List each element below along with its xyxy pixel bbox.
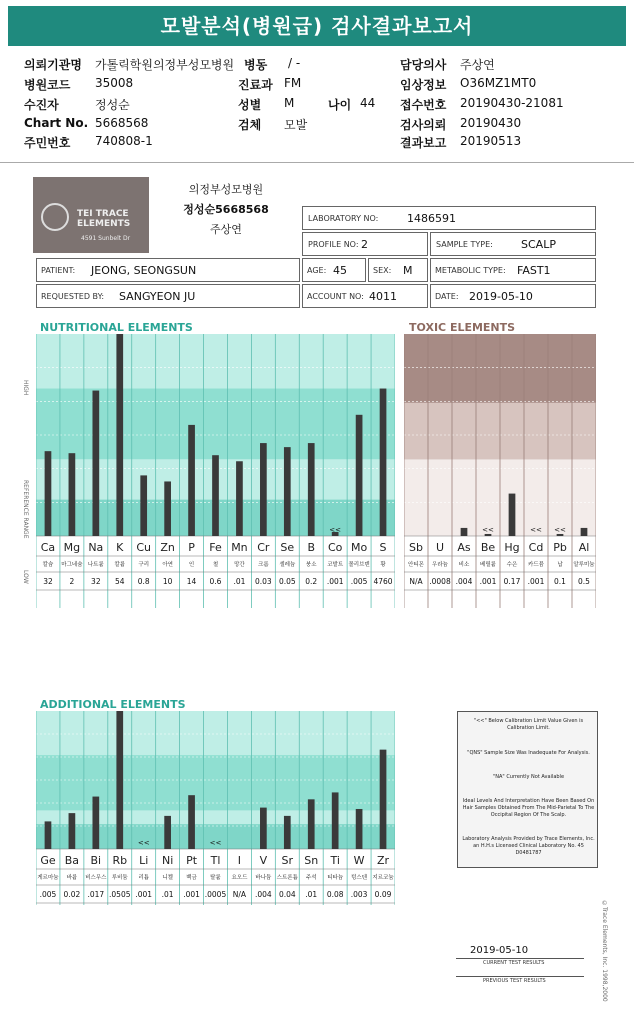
nut-zone-low: LOW xyxy=(22,570,29,584)
element-symbol: Zr xyxy=(377,854,390,867)
bar-pt xyxy=(188,795,195,849)
report-date-value: 20190513 xyxy=(460,134,522,148)
nut-zone-high: HIGH xyxy=(22,380,29,396)
bar-p xyxy=(188,425,195,536)
date-label: DATE: xyxy=(435,292,459,301)
element-korean: 비스무스 xyxy=(85,875,107,881)
element-korean: 망간 xyxy=(234,562,245,568)
bar-cr xyxy=(260,443,267,536)
element-korean: 셀레늄 xyxy=(279,562,296,568)
element-value: .003 xyxy=(350,890,368,899)
element-symbol: Al xyxy=(578,541,590,554)
element-value: 0.02 xyxy=(63,890,81,899)
footer-date: 2019-05-10 xyxy=(470,945,529,956)
element-value: .001 xyxy=(326,577,344,586)
element-value: N/A xyxy=(409,577,423,586)
element-value: .001 xyxy=(135,890,153,899)
id-value: 740808-1 xyxy=(95,134,153,148)
age-box xyxy=(302,258,366,282)
bar-mg xyxy=(69,453,76,536)
element-korean: 아연 xyxy=(162,562,173,568)
element-symbol: Cu xyxy=(136,541,152,554)
bar-s xyxy=(380,389,387,536)
patient-en-label: PATIENT: xyxy=(41,266,76,275)
element-korean: 티타늄 xyxy=(327,875,344,881)
element-korean: 요오드 xyxy=(231,875,248,881)
profile-value: 2 xyxy=(361,238,368,251)
copyright: ©Trace Elements, Inc. 1998,2000 xyxy=(601,900,608,1002)
element-korean: 백금 xyxy=(186,875,197,881)
element-value: .0008 xyxy=(429,577,451,586)
element-symbol: Mg xyxy=(63,541,81,554)
lab-no-box xyxy=(302,206,596,230)
element-symbol: Sb xyxy=(409,541,423,554)
chart-no-value: 5668568 xyxy=(95,116,149,130)
patient-en-value: JEONG, SEONGSUN xyxy=(91,264,197,277)
element-korean: 인 xyxy=(188,562,195,568)
element-value: 14 xyxy=(186,577,197,586)
element-korean: 칼륨 xyxy=(114,562,126,568)
element-symbol: Li xyxy=(139,854,149,867)
element-symbol: Ni xyxy=(161,854,174,867)
patient-box xyxy=(36,258,300,282)
clinical-value: O36MZ1MT0 xyxy=(460,76,537,90)
element-value: .0505 xyxy=(109,890,131,899)
element-symbol: Sn xyxy=(304,854,319,867)
patient-stamp xyxy=(168,180,284,240)
element-korean: 알루미늄 xyxy=(573,562,595,568)
bar-bi xyxy=(92,797,99,849)
element-value: 0.6 xyxy=(209,577,222,586)
element-symbol: Na xyxy=(88,541,104,554)
element-value: 0.8 xyxy=(137,577,150,586)
nutritional-title: NUTRITIONAL ELEMENTS xyxy=(40,321,193,334)
below-calibration-mark: << xyxy=(530,526,542,534)
bar-zr xyxy=(380,750,387,849)
element-korean: 게르마늄 xyxy=(37,875,59,881)
footer-previous: PREVIOUS TEST RESULTS xyxy=(483,978,546,984)
hospital-code-label: 병원코드 xyxy=(24,78,71,92)
nut-zone-ref: REFERENCE RANGE xyxy=(22,480,29,539)
element-symbol: Be xyxy=(480,541,496,554)
bar-b xyxy=(308,443,315,536)
date-value: 2019-05-10 xyxy=(469,290,533,303)
metabolic-label: METABOLIC TYPE: xyxy=(435,266,506,275)
element-korean: 안티몬 xyxy=(408,562,424,568)
element-korean: 몰리브덴 xyxy=(348,562,370,568)
element-symbol: K xyxy=(116,541,124,554)
element-symbol: I xyxy=(237,854,242,867)
date-box xyxy=(430,284,596,308)
below-calibration-mark: << xyxy=(329,526,342,534)
bar-k xyxy=(116,334,123,536)
element-korean: 스트론튬 xyxy=(276,875,298,881)
report-title: 모발분석(병원급) 검사결과보고서 xyxy=(8,6,626,46)
bar-zn xyxy=(164,481,171,536)
element-korean: 텅스텐 xyxy=(351,875,368,881)
element-korean: 황 xyxy=(380,562,386,568)
element-korean: 우라늄 xyxy=(432,562,448,568)
element-value: 32 xyxy=(43,577,53,586)
profile-label: PROFILE NO: xyxy=(308,240,359,249)
footer-line-2 xyxy=(456,976,584,977)
bar-rb xyxy=(116,711,123,849)
element-symbol: P xyxy=(188,541,195,554)
element-value: N/A xyxy=(232,890,247,899)
element-symbol: Ba xyxy=(64,854,80,867)
doctor-value: 주상연 xyxy=(460,58,495,72)
element-korean: 구리 xyxy=(138,562,150,568)
element-korean: 납 xyxy=(557,562,563,568)
element-korean: 카드뮴 xyxy=(528,562,544,568)
additional-title: ADDITIONAL ELEMENTS xyxy=(40,698,186,711)
bar-ca xyxy=(45,451,52,536)
bar-ni xyxy=(164,816,171,849)
additional-chart xyxy=(36,711,395,905)
element-value: 0.03 xyxy=(255,577,272,586)
bar-se xyxy=(284,447,291,536)
element-symbol: Hg xyxy=(504,541,520,554)
bar-as xyxy=(461,528,468,536)
element-symbol: Rb xyxy=(112,854,128,867)
element-korean: 칼슘 xyxy=(42,562,54,568)
element-value: .01 xyxy=(233,577,246,586)
element-symbol: Ti xyxy=(330,854,340,867)
element-symbol: Ge xyxy=(40,854,56,867)
sample-label: SAMPLE TYPE: xyxy=(436,240,493,249)
sample-box xyxy=(430,232,596,256)
logo-text: TRACE ELEMENTS xyxy=(77,209,131,229)
sample-value: SCALP xyxy=(521,238,556,251)
account-value: 4011 xyxy=(369,290,397,303)
element-symbol: Se xyxy=(280,541,295,554)
logo-address: 4591 Sunbelt Dr xyxy=(81,235,131,242)
specimen-label: 검체 xyxy=(238,118,262,132)
bar-cu xyxy=(140,475,147,536)
element-value: 0.08 xyxy=(326,890,344,899)
element-value: 0.05 xyxy=(278,577,296,586)
element-value: 0.09 xyxy=(374,890,392,899)
receipt-label: 접수번호 xyxy=(400,98,447,112)
element-korean: 코발트 xyxy=(327,562,344,568)
element-korean: 크롬 xyxy=(258,562,269,568)
element-korean: 마그네슘 xyxy=(61,562,83,568)
bar-hg xyxy=(509,494,516,536)
ward-label: 병동 xyxy=(244,58,268,72)
element-korean: 철 xyxy=(212,562,219,568)
element-symbol: S xyxy=(379,541,387,554)
below-calibration-mark: << xyxy=(554,526,566,534)
requested-value: SANGYEON JU xyxy=(119,290,196,303)
element-value: .001 xyxy=(527,577,545,586)
below-calibration-mark: << xyxy=(482,526,494,534)
stamp-hospital: 의정부성모병원 xyxy=(188,183,264,196)
dept-value: FM xyxy=(284,76,302,90)
element-value: 0.17 xyxy=(503,577,521,586)
toxic-chart xyxy=(404,334,596,608)
element-value: .017 xyxy=(87,890,105,899)
bar-be xyxy=(485,534,492,536)
element-symbol: Bi xyxy=(90,854,102,867)
element-value: .01 xyxy=(305,890,318,899)
bar-w xyxy=(356,809,363,849)
bar-mo xyxy=(356,415,363,536)
note-interpretation: Ideal Levels And Interpretation Have Been Based On Hair Samples Obtained From The Mid-Parietal To The Occipital Region Of The Scalp. xyxy=(462,798,595,818)
element-value: 2 xyxy=(69,577,75,586)
dept-label: 진료과 xyxy=(238,78,273,92)
institution-label: 의뢰기관명 xyxy=(24,58,82,72)
sex-en-label: SEX: xyxy=(373,266,392,275)
sex-value: M xyxy=(284,96,295,110)
metabolic-value: FAST1 xyxy=(517,264,551,277)
element-symbol: W xyxy=(353,854,365,867)
bar-ge xyxy=(45,821,52,849)
sex-box xyxy=(368,258,428,282)
element-value: 0.2 xyxy=(305,577,318,586)
requested-label: REQUESTED BY: xyxy=(41,292,105,301)
hospital-code-value: 35008 xyxy=(95,76,134,90)
element-symbol: B xyxy=(307,541,316,554)
footer-line xyxy=(456,958,584,959)
element-korean: 수은 xyxy=(506,562,518,568)
note-lab: Laboratory Analysis Provided by Trace Elements, Inc. an H.H.s Licensed Clinical Laboratory No. 45 D0481787 xyxy=(462,836,595,856)
age-label: 나이 xyxy=(328,98,352,112)
chart-no-label: Chart No. xyxy=(24,116,89,130)
element-symbol: Pt xyxy=(186,854,198,867)
element-value: .01 xyxy=(161,890,174,899)
lab-no-value: 1486591 xyxy=(407,212,456,225)
element-value: .005 xyxy=(39,890,57,899)
trace-elements-logo xyxy=(33,177,149,253)
element-symbol: Sr xyxy=(281,854,294,867)
note-below-calibration: "<<" Below Calibration Limit Value Given is Calibration Limit. xyxy=(473,718,584,731)
request-value: 20190430 xyxy=(460,116,522,130)
element-korean: 베릴륨 xyxy=(480,562,496,568)
element-symbol: Ca xyxy=(40,541,56,554)
element-korean: 니켈 xyxy=(162,875,173,881)
element-symbol: Mn xyxy=(231,541,248,554)
element-symbol: Tl xyxy=(210,854,221,867)
bar-al xyxy=(581,528,588,536)
nutritional-chart xyxy=(36,334,395,608)
element-value: .0005 xyxy=(204,890,227,899)
note-qns: "QNS" Sample Size Was Inadequate For Analysis. xyxy=(467,750,590,756)
element-symbol: Cd xyxy=(528,541,544,554)
bar-v xyxy=(260,808,267,849)
element-korean: 바륨 xyxy=(66,875,78,881)
receipt-value: 20190430-21081 xyxy=(460,96,564,110)
clinical-label: 임상정보 xyxy=(400,78,447,92)
element-value: .001 xyxy=(479,577,497,586)
element-value: 54 xyxy=(114,577,125,586)
age-en-value: 45 xyxy=(333,264,347,277)
account-label: ACCOUNT NO: xyxy=(307,292,364,301)
element-symbol: Co xyxy=(327,541,343,554)
bar-ti xyxy=(332,792,339,849)
element-value: .004 xyxy=(255,890,272,899)
report-date-label: 결과보고 xyxy=(400,136,447,150)
element-value: 0.04 xyxy=(278,890,296,899)
bar-sr xyxy=(284,816,291,849)
element-value: .001 xyxy=(183,890,200,899)
specimen-value: 모발 xyxy=(284,118,308,132)
bar-ba xyxy=(69,813,76,849)
element-korean: 바나듐 xyxy=(255,875,272,881)
element-symbol: Cr xyxy=(257,541,270,554)
lab-no-label: LABORATORY NO: xyxy=(308,214,379,223)
logo-abbr: TEI xyxy=(77,209,93,219)
element-korean: 루비듐 xyxy=(111,875,128,881)
account-box xyxy=(302,284,428,308)
element-value: 4760 xyxy=(373,577,393,586)
element-symbol: Mo xyxy=(350,541,368,554)
element-korean: 주석 xyxy=(305,875,317,881)
stamp-patient: 정성순5668568 xyxy=(183,203,269,216)
bar-sn xyxy=(308,799,315,849)
element-value: 0.5 xyxy=(578,577,590,586)
element-korean: 붕소 xyxy=(305,562,317,568)
element-symbol: V xyxy=(259,854,268,867)
element-korean: 지르코늄 xyxy=(372,875,394,881)
element-value: 0.1 xyxy=(554,577,566,586)
element-korean: 리튬 xyxy=(138,875,150,881)
toxic-title: TOXIC ELEMENTS xyxy=(409,321,516,334)
bar-mn xyxy=(236,461,243,536)
element-symbol: Pb xyxy=(553,541,567,554)
institution-value: 가톨릭학원의정부성모병원 xyxy=(95,58,235,72)
below-calibration-mark: << xyxy=(137,839,150,847)
patient-label: 수진자 xyxy=(24,98,59,112)
bar-fe xyxy=(212,455,219,536)
element-symbol: Zn xyxy=(160,541,175,554)
element-value: 32 xyxy=(91,577,101,586)
element-korean: 탈륨 xyxy=(210,875,221,881)
element-korean: 나트륨 xyxy=(87,562,104,568)
element-value: .004 xyxy=(455,577,473,586)
below-calibration-mark: << xyxy=(209,839,222,847)
sex-label: 성별 xyxy=(238,98,262,112)
metabolic-box xyxy=(430,258,596,282)
element-symbol: Fe xyxy=(209,541,222,554)
profile-box xyxy=(302,232,428,256)
element-korean: 비소 xyxy=(458,562,470,568)
footer-current: CURRENT TEST RESULTS xyxy=(483,960,545,966)
element-value: 10 xyxy=(162,577,173,586)
doctor-label: 담당의사 xyxy=(400,58,447,72)
request-label: 검사의뢰 xyxy=(400,118,447,132)
age-en-label: AGE: xyxy=(307,266,327,275)
note-na: "NA" Currently Not Available xyxy=(492,774,565,780)
element-value: .005 xyxy=(350,577,368,586)
sex-en-value: M xyxy=(403,264,413,277)
bar-pb xyxy=(557,534,564,536)
id-label: 주민번호 xyxy=(24,136,71,150)
ward-value: / - xyxy=(288,56,301,70)
notes-box xyxy=(457,711,598,868)
reference-zone xyxy=(36,389,395,460)
requested-box xyxy=(36,284,300,308)
reference-zone xyxy=(36,755,395,810)
element-symbol: As xyxy=(457,541,471,554)
stamp-doctor: 주상연 xyxy=(210,223,242,236)
bar-na xyxy=(92,391,99,536)
globe-icon xyxy=(41,203,69,231)
divider xyxy=(0,162,634,163)
patient-value: 정성순 xyxy=(95,98,130,112)
age-value: 44 xyxy=(360,96,376,110)
element-symbol: U xyxy=(435,541,445,554)
